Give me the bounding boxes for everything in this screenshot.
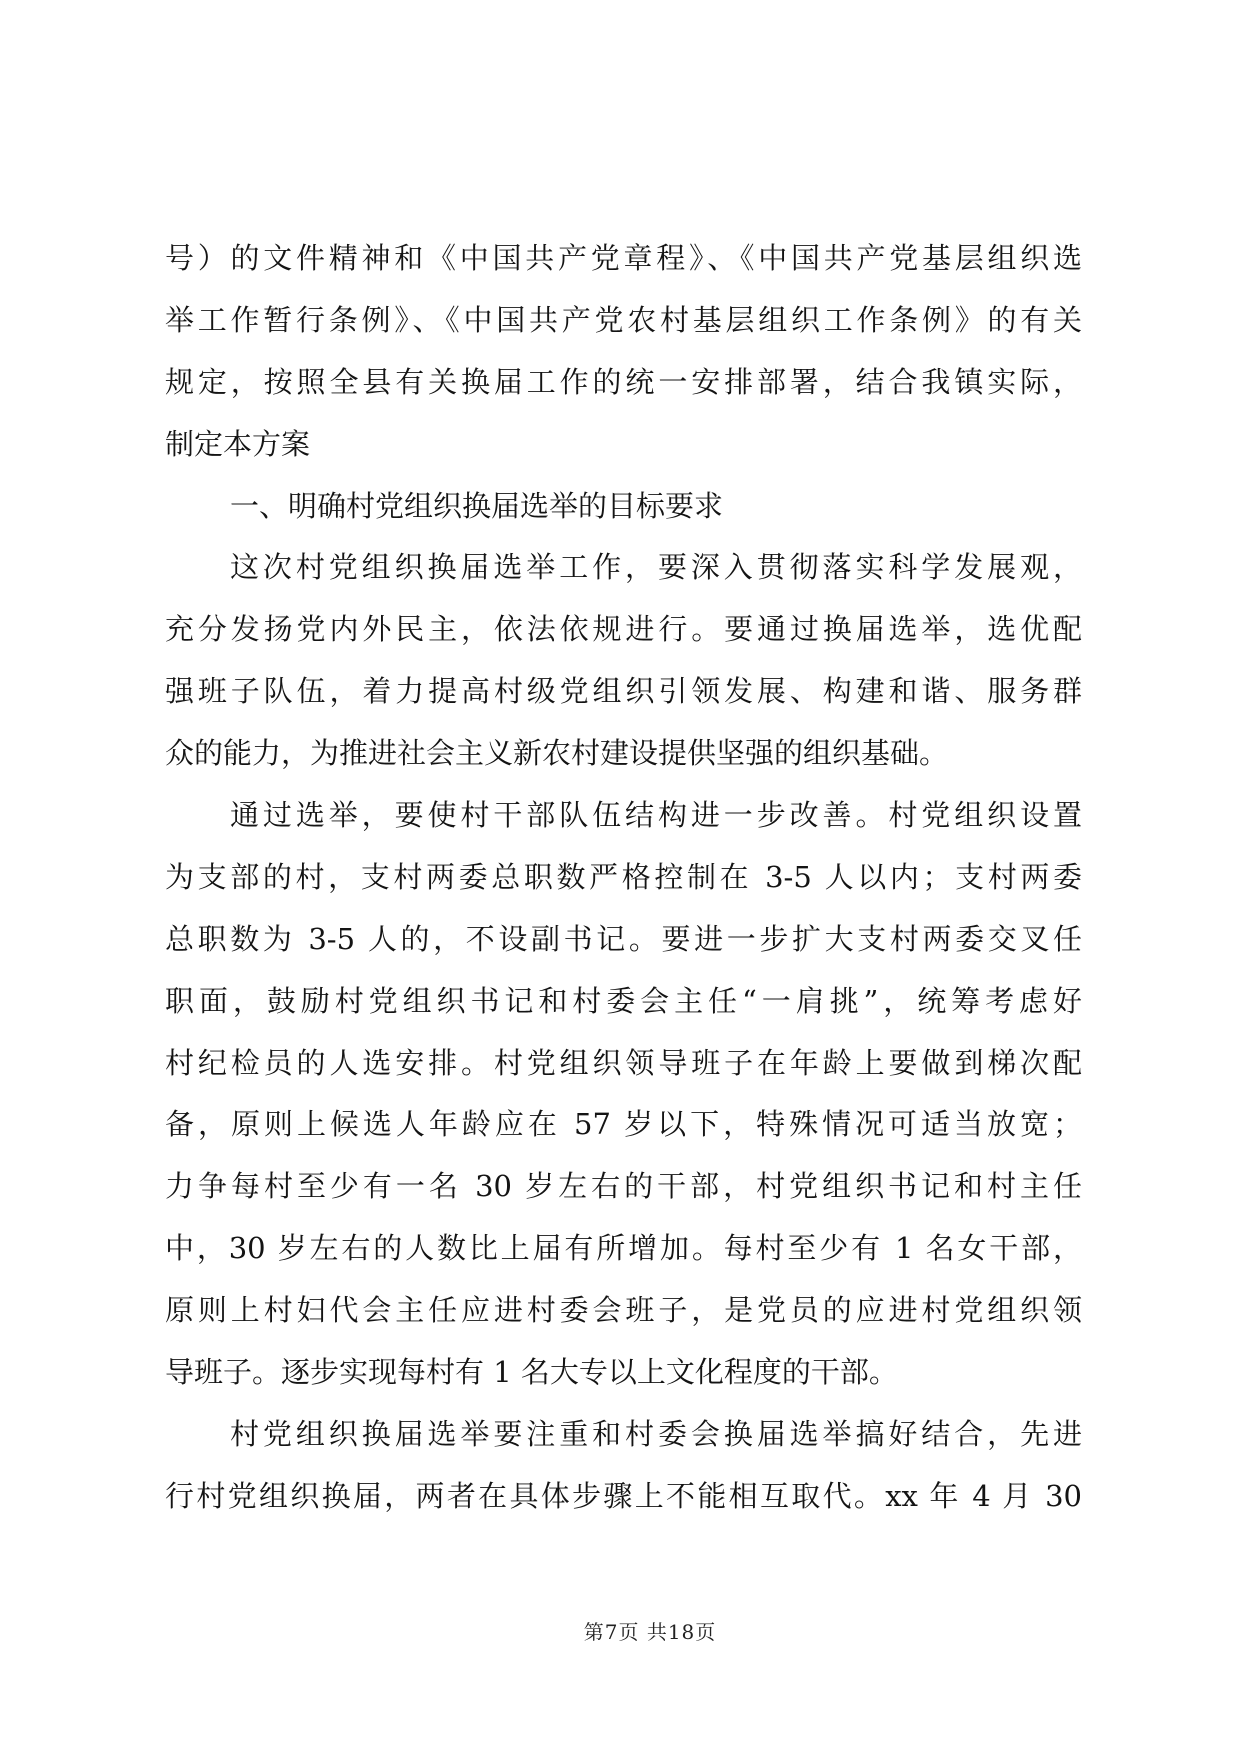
- text-line: 导班子。逐步实现每村有 1 名大专以上文化程度的干部。: [165, 1355, 898, 1390]
- text-line: 充分发扬党内外民主，依法依规进行。要通过换届选举，选优配: [165, 612, 1082, 647]
- text-line: 号）的文件精神和《中国共产党章程》、《中国共产党基层组织选: [165, 241, 1082, 275]
- text-line: 为支部的村，支村两委总职数严格控制在 3-5 人以内；支村两委: [165, 859, 1082, 894]
- text-line: 总职数为 3-5 人的，不设副书记。要进一步扩大支村两委交叉任: [165, 921, 1082, 956]
- text-line: 村纪检员的人选安排。村党组织领导班子在年龄上要做到梯次配: [165, 1045, 1082, 1080]
- paragraph: [165, 228, 1082, 476]
- text-line: 制定本方案: [165, 426, 311, 461]
- text-line: 规定，按照全县有关换届工作的统一安排部署，结合我镇实际，: [165, 364, 1082, 399]
- text-line: 这次村党组织换届选举工作，要深入贯彻落实科学发展观，: [230, 550, 1082, 585]
- paragraph: [165, 1404, 1082, 1528]
- body-text: [165, 228, 1082, 1528]
- text-line: 力争每村至少有一名 30 岁左右的干部，村党组织书记和村主任: [165, 1169, 1082, 1204]
- text-line: 中，30 岁左右的人数比上届有所增加。每村至少有 1 名女干部，: [165, 1231, 1082, 1266]
- heading-line: 一、明确村党组织换届选举的目标要求: [230, 488, 724, 523]
- text-line: 通过选举，要使村干部队伍结构进一步改善。村党组织设置: [230, 798, 1082, 833]
- text-line: 强班子队伍，着力提高村级党组织引领发展、构建和谐、服务群: [165, 674, 1082, 709]
- text-line: 众的能力，为推进社会主义新农村建设提供坚强的组织基础。: [165, 736, 949, 771]
- text-line: 备，原则上候选人年龄应在 57 岁以下，特殊情况可适当放宽；: [165, 1107, 1082, 1142]
- page-footer: 第7页 共18页: [583, 1620, 717, 1644]
- text-line: 行村党组织换届，两者在具体步骤上不能相互取代。xx 年 4 月 30: [165, 1478, 1082, 1513]
- text-line: 举工作暂行条例》、《中国共产党农村基层组织工作条例》的有关: [165, 302, 1082, 337]
- paragraph: [165, 785, 1082, 1404]
- text-line: 村党组织换届选举要注重和村委会换届选举搞好结合，先进: [230, 1416, 1082, 1451]
- paragraph: [165, 537, 1082, 785]
- text-line: 原则上村妇代会主任应进村委会班子，是党员的应进村党组织领: [165, 1293, 1082, 1328]
- text-line: 职面，鼓励村党组织书记和村委会主任“一肩挑”，统筹考虑好: [165, 983, 1082, 1018]
- section-heading: [165, 476, 1082, 538]
